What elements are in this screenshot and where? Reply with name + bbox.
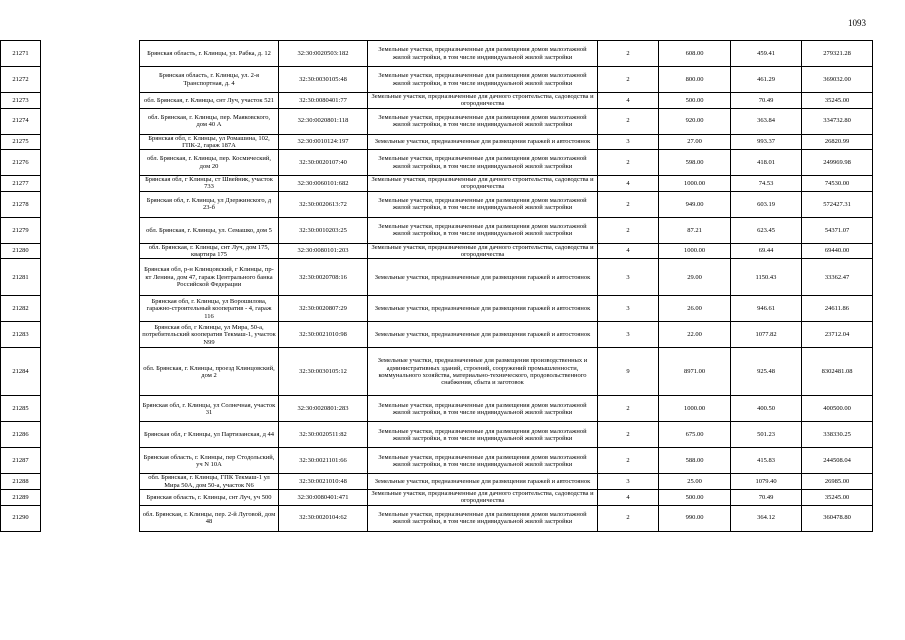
area-cell: 29.00 xyxy=(659,259,731,296)
area-cell: 990.00 xyxy=(659,505,731,531)
row-number: 21289 xyxy=(1,489,41,505)
cadastral-number-cell: 32:30:0080401:77 xyxy=(279,93,368,109)
spacer-cell xyxy=(41,41,140,67)
cadastral-number-cell: 32:30:0021101:66 xyxy=(279,448,368,474)
cadastral-number-cell: 32:30:0020801:283 xyxy=(279,396,368,422)
group-cell: 2 xyxy=(598,150,659,176)
cadastral-number-cell: 32:30:0080401:471 xyxy=(279,489,368,505)
address-cell: обл. Брянская, г. Клинцы, ул. Семашко, дом 5 xyxy=(140,217,279,243)
rate-cell: 364.12 xyxy=(731,505,802,531)
land-purpose-cell: Земельные участки, предназначенные для размещения домов малоэтажной жилой застройки, в том числе индивидуальной жилой застройки xyxy=(368,150,598,176)
cadastral-number-cell: 32:30:0020104:62 xyxy=(279,505,368,531)
address-cell: Брянская область, г. Клинцы, ул. 2-я Транспортная, д. 4 xyxy=(140,67,279,93)
spacer-cell xyxy=(41,150,140,176)
row-number: 21280 xyxy=(1,243,41,259)
table-row xyxy=(1,348,873,396)
spacer-cell xyxy=(41,217,140,243)
cadastral-value-cell: 8302481.08 xyxy=(802,348,873,396)
land-purpose-cell: Земельные участки, предназначенные для размещения домов малоэтажной жилой застройки, в том числе индивидуальной жилой застройки xyxy=(368,505,598,531)
spacer-cell xyxy=(41,67,140,93)
spacer-cell xyxy=(41,259,140,296)
row-number: 21286 xyxy=(1,422,41,448)
area-cell: 1000.00 xyxy=(659,396,731,422)
area-cell: 87.21 xyxy=(659,217,731,243)
group-cell: 3 xyxy=(598,474,659,490)
group-cell: 2 xyxy=(598,217,659,243)
group-cell: 9 xyxy=(598,348,659,396)
spacer-cell xyxy=(41,474,140,490)
cadastral-table xyxy=(0,40,873,532)
address-cell: Брянская обл, г Клинцы, ст Швейник, участок 733 xyxy=(140,176,279,192)
spacer-cell xyxy=(41,134,140,150)
rate-cell: 74.53 xyxy=(731,176,802,192)
row-number: 21277 xyxy=(1,176,41,192)
spacer-cell xyxy=(41,322,140,348)
cadastral-value-cell: 334732.80 xyxy=(802,108,873,134)
spacer-cell xyxy=(41,93,140,109)
land-purpose-cell: Земельные участки, предназначенные для размещения домов малоэтажной жилой застройки, в том числе индивидуальной жилой застройки xyxy=(368,448,598,474)
spacer-cell xyxy=(41,191,140,217)
cadastral-value-cell: 369032.00 xyxy=(802,67,873,93)
row-number: 21285 xyxy=(1,396,41,422)
spacer-cell xyxy=(41,489,140,505)
table-row xyxy=(1,134,873,150)
group-cell: 3 xyxy=(598,259,659,296)
group-cell: 2 xyxy=(598,191,659,217)
cadastral-number-cell: 32:30:0021010:48 xyxy=(279,474,368,490)
cadastral-value-cell: 23712.04 xyxy=(802,322,873,348)
cadastral-value-cell: 572427.31 xyxy=(802,191,873,217)
group-cell: 2 xyxy=(598,41,659,67)
land-purpose-cell: Земельные участки, предназначенные для дачного строительства, садоводства и огородничества xyxy=(368,489,598,505)
cadastral-value-cell: 249969.98 xyxy=(802,150,873,176)
rate-cell: 623.45 xyxy=(731,217,802,243)
area-cell: 22.00 xyxy=(659,322,731,348)
rate-cell: 418.01 xyxy=(731,150,802,176)
spacer-cell xyxy=(41,396,140,422)
address-cell: Брянская обл, г. Клинцы, ул Ромашина, 102, ГПК-2, гараж 187А xyxy=(140,134,279,150)
row-number: 21284 xyxy=(1,348,41,396)
address-cell: Брянская обл, г Клинцы, ул Мира, 50-а, потребительский кооператив Текмаш-1, участок N99 xyxy=(140,322,279,348)
area-cell: 800.00 xyxy=(659,67,731,93)
area-cell: 598.00 xyxy=(659,150,731,176)
cadastral-number-cell: 32:30:0030105:12 xyxy=(279,348,368,396)
group-cell: 4 xyxy=(598,243,659,259)
land-purpose-cell: Земельные участки, предназначенные для дачного строительства, садоводства и огородничества xyxy=(368,93,598,109)
group-cell: 2 xyxy=(598,67,659,93)
area-cell: 8971.00 xyxy=(659,348,731,396)
land-purpose-cell: Земельные участки, предназначенные для размещения гаражей и автостоянок xyxy=(368,296,598,322)
spacer-cell xyxy=(41,422,140,448)
rate-cell: 946.61 xyxy=(731,296,802,322)
cadastral-value-cell: 26985.00 xyxy=(802,474,873,490)
row-number: 21279 xyxy=(1,217,41,243)
cadastral-value-cell: 400500.00 xyxy=(802,396,873,422)
spacer-cell xyxy=(41,348,140,396)
cadastral-number-cell: 32:30:0020503:182 xyxy=(279,41,368,67)
address-cell: обл. Брянская, г. Клинцы, пер. Маяковского, дом 40 А xyxy=(140,108,279,134)
land-purpose-cell: Земельные участки, предназначенные для размещения домов малоэтажной жилой застройки, в том числе индивидуальной жилой застройки xyxy=(368,396,598,422)
area-cell: 500.00 xyxy=(659,489,731,505)
land-purpose-cell: Земельные участки, предназначенные для размещения гаражей и автостоянок xyxy=(368,322,598,348)
cadastral-value-cell: 35245.00 xyxy=(802,489,873,505)
area-cell: 675.00 xyxy=(659,422,731,448)
table-row xyxy=(1,474,873,490)
address-cell: Брянская обл, г. Клинцы, ул Ворошилова, гаражно-строительный кооператив - 4, гараж 116 xyxy=(140,296,279,322)
row-number: 21290 xyxy=(1,505,41,531)
table-row xyxy=(1,296,873,322)
cadastral-value-cell: 244508.04 xyxy=(802,448,873,474)
address-cell: Брянская обл, г. Клинцы, ул Солнечная, участок 31 xyxy=(140,396,279,422)
rate-cell: 70.49 xyxy=(731,489,802,505)
rate-cell: 501.23 xyxy=(731,422,802,448)
table-row xyxy=(1,93,873,109)
address-cell: обл. Брянская, г. Клинцы, пер. 2-й Луговой, дом 48 xyxy=(140,505,279,531)
address-cell: Брянская область, г. Клинцы, ул. Рабка, д. 12 xyxy=(140,41,279,67)
rate-cell: 400.50 xyxy=(731,396,802,422)
land-purpose-cell: Земельные участки, предназначенные для размещения производственных и административных зданий, строений, сооружений промышленности, коммунального хозяйства, материально-технического, продовольственного снабжения, сбыта и заготовок xyxy=(368,348,598,396)
land-purpose-cell: Земельные участки, предназначенные для размещения гаражей и автостоянок xyxy=(368,259,598,296)
rate-cell: 993.37 xyxy=(731,134,802,150)
group-cell: 2 xyxy=(598,505,659,531)
spacer-cell xyxy=(41,448,140,474)
cadastral-number-cell: 32:30:0010124:197 xyxy=(279,134,368,150)
cadastral-value-cell: 35245.00 xyxy=(802,93,873,109)
row-number: 21276 xyxy=(1,150,41,176)
cadastral-value-cell: 279321.28 xyxy=(802,41,873,67)
group-cell: 3 xyxy=(598,296,659,322)
cadastral-value-cell: 360478.80 xyxy=(802,505,873,531)
cadastral-value-cell: 338330.25 xyxy=(802,422,873,448)
group-cell: 4 xyxy=(598,93,659,109)
cadastral-number-cell: 32:30:0080101:203 xyxy=(279,243,368,259)
rate-cell: 925.48 xyxy=(731,348,802,396)
table-body xyxy=(1,41,873,532)
table-row xyxy=(1,108,873,134)
row-number: 21281 xyxy=(1,259,41,296)
table-row xyxy=(1,396,873,422)
rate-cell: 603.19 xyxy=(731,191,802,217)
land-purpose-cell: Земельные участки, предназначенные для размещения домов малоэтажной жилой застройки, в том числе индивидуальной жилой застройки xyxy=(368,108,598,134)
address-cell: Брянская область, г. Клинцы, снт Луч, уч 500 xyxy=(140,489,279,505)
address-cell: обл. Брянская, г. Клинцы, проезд Клинцовский, дом 2 xyxy=(140,348,279,396)
table-row xyxy=(1,243,873,259)
area-cell: 920.00 xyxy=(659,108,731,134)
cadastral-value-cell: 54371.07 xyxy=(802,217,873,243)
row-number: 21282 xyxy=(1,296,41,322)
table-row xyxy=(1,41,873,67)
table-row xyxy=(1,217,873,243)
rate-cell: 415.83 xyxy=(731,448,802,474)
group-cell: 4 xyxy=(598,176,659,192)
address-cell: Брянская обл, г Клинцы, ул Партизанская, д 44 xyxy=(140,422,279,448)
address-cell: Брянская обл, р-н Клинцовский, г Клинцы, пр-кт Ленина, дом 47, гараж Центрального банка Российской Федерации xyxy=(140,259,279,296)
rate-cell: 461.29 xyxy=(731,67,802,93)
group-cell: 3 xyxy=(598,322,659,348)
cadastral-number-cell: 32:30:0030105:48 xyxy=(279,67,368,93)
area-cell: 27.00 xyxy=(659,134,731,150)
table-row xyxy=(1,448,873,474)
row-number: 21278 xyxy=(1,191,41,217)
group-cell: 4 xyxy=(598,489,659,505)
address-cell: обл. Брянская, г. Клинцы, ГПК Текмаш-1 ул Мира 50А, дом 50-а, участок N6 xyxy=(140,474,279,490)
land-purpose-cell: Земельные участки, предназначенные для размещения домов малоэтажной жилой застройки, в том числе индивидуальной жилой застройки xyxy=(368,41,598,67)
spacer-cell xyxy=(41,243,140,259)
table-row xyxy=(1,422,873,448)
cadastral-number-cell: 32:30:0020613:72 xyxy=(279,191,368,217)
row-number: 21271 xyxy=(1,41,41,67)
address-cell: Брянская обл, г. Клинцы, ул Дзержинского, д 23-б xyxy=(140,191,279,217)
cadastral-number-cell: 32:30:0020807:29 xyxy=(279,296,368,322)
table-row xyxy=(1,176,873,192)
row-number: 21273 xyxy=(1,93,41,109)
address-cell: обл. Брянская, г. Клинцы, снт Луч, участок 521 xyxy=(140,93,279,109)
land-purpose-cell: Земельные участки, предназначенные для дачного строительства, садоводства и огородничества xyxy=(368,176,598,192)
cadastral-value-cell: 24611.86 xyxy=(802,296,873,322)
cadastral-value-cell: 69440.00 xyxy=(802,243,873,259)
area-cell: 1000.00 xyxy=(659,176,731,192)
row-number: 21283 xyxy=(1,322,41,348)
land-purpose-cell: Земельные участки, предназначенные для размещения домов малоэтажной жилой застройки, в том числе индивидуальной жилой застройки xyxy=(368,191,598,217)
page-number: 1093 xyxy=(848,18,866,28)
rate-cell: 1077.82 xyxy=(731,322,802,348)
rate-cell: 70.49 xyxy=(731,93,802,109)
address-cell: обл. Брянская, г. Клинцы, снт Луч, дом 175, квартира 175 xyxy=(140,243,279,259)
land-purpose-cell: Земельные участки, предназначенные для размещения домов малоэтажной жилой застройки, в том числе индивидуальной жилой застройки xyxy=(368,217,598,243)
cadastral-value-cell: 33362.47 xyxy=(802,259,873,296)
land-purpose-cell: Земельные участки, предназначенные для размещения гаражей и автостоянок xyxy=(368,134,598,150)
row-number: 21274 xyxy=(1,108,41,134)
area-cell: 1000.00 xyxy=(659,243,731,259)
table-row xyxy=(1,259,873,296)
cadastral-number-cell: 32:30:0020801:118 xyxy=(279,108,368,134)
rate-cell: 1150.43 xyxy=(731,259,802,296)
area-cell: 949.00 xyxy=(659,191,731,217)
row-number: 21287 xyxy=(1,448,41,474)
spacer-cell xyxy=(41,296,140,322)
area-cell: 500.00 xyxy=(659,93,731,109)
area-cell: 26.00 xyxy=(659,296,731,322)
cadastral-value-cell: 74530.00 xyxy=(802,176,873,192)
land-purpose-cell: Земельные участки, предназначенные для размещения гаражей и автостоянок xyxy=(368,474,598,490)
area-cell: 608.00 xyxy=(659,41,731,67)
land-purpose-cell: Земельные участки, предназначенные для размещения домов малоэтажной жилой застройки, в том числе индивидуальной жилой застройки xyxy=(368,422,598,448)
table-row xyxy=(1,322,873,348)
group-cell: 2 xyxy=(598,108,659,134)
cadastral-number-cell: 32:30:0020511:82 xyxy=(279,422,368,448)
land-purpose-cell: Земельные участки, предназначенные для размещения домов малоэтажной жилой застройки, в том числе индивидуальной жилой застройки xyxy=(368,67,598,93)
cadastral-number-cell: 32:30:0010203:25 xyxy=(279,217,368,243)
row-number: 21275 xyxy=(1,134,41,150)
cadastral-number-cell: 32:30:0021010:98 xyxy=(279,322,368,348)
area-cell: 588.00 xyxy=(659,448,731,474)
area-cell: 25.00 xyxy=(659,474,731,490)
rate-cell: 1079.40 xyxy=(731,474,802,490)
cadastral-number-cell: 32:30:0020708:16 xyxy=(279,259,368,296)
rate-cell: 459.41 xyxy=(731,41,802,67)
address-cell: Брянская область, г. Клинцы, пер Стодольский, уч N 10А xyxy=(140,448,279,474)
address-cell: обл. Брянская, г. Клинцы, пер. Космический, дом 20 xyxy=(140,150,279,176)
spacer-cell xyxy=(41,176,140,192)
spacer-cell xyxy=(41,108,140,134)
table-row xyxy=(1,505,873,531)
spacer-cell xyxy=(41,505,140,531)
cadastral-number-cell: 32:30:0060101:682 xyxy=(279,176,368,192)
group-cell: 3 xyxy=(598,134,659,150)
rate-cell: 69.44 xyxy=(731,243,802,259)
rate-cell: 363.84 xyxy=(731,108,802,134)
group-cell: 2 xyxy=(598,448,659,474)
table-row xyxy=(1,191,873,217)
cadastral-number-cell: 32:30:0020107:40 xyxy=(279,150,368,176)
land-purpose-cell: Земельные участки, предназначенные для дачного строительства, садоводства и огородничества xyxy=(368,243,598,259)
cadastral-value-cell: 26820.99 xyxy=(802,134,873,150)
row-number: 21288 xyxy=(1,474,41,490)
table-row xyxy=(1,150,873,176)
table-row xyxy=(1,67,873,93)
group-cell: 2 xyxy=(598,396,659,422)
table-row xyxy=(1,489,873,505)
row-number: 21272 xyxy=(1,67,41,93)
group-cell: 2 xyxy=(598,422,659,448)
